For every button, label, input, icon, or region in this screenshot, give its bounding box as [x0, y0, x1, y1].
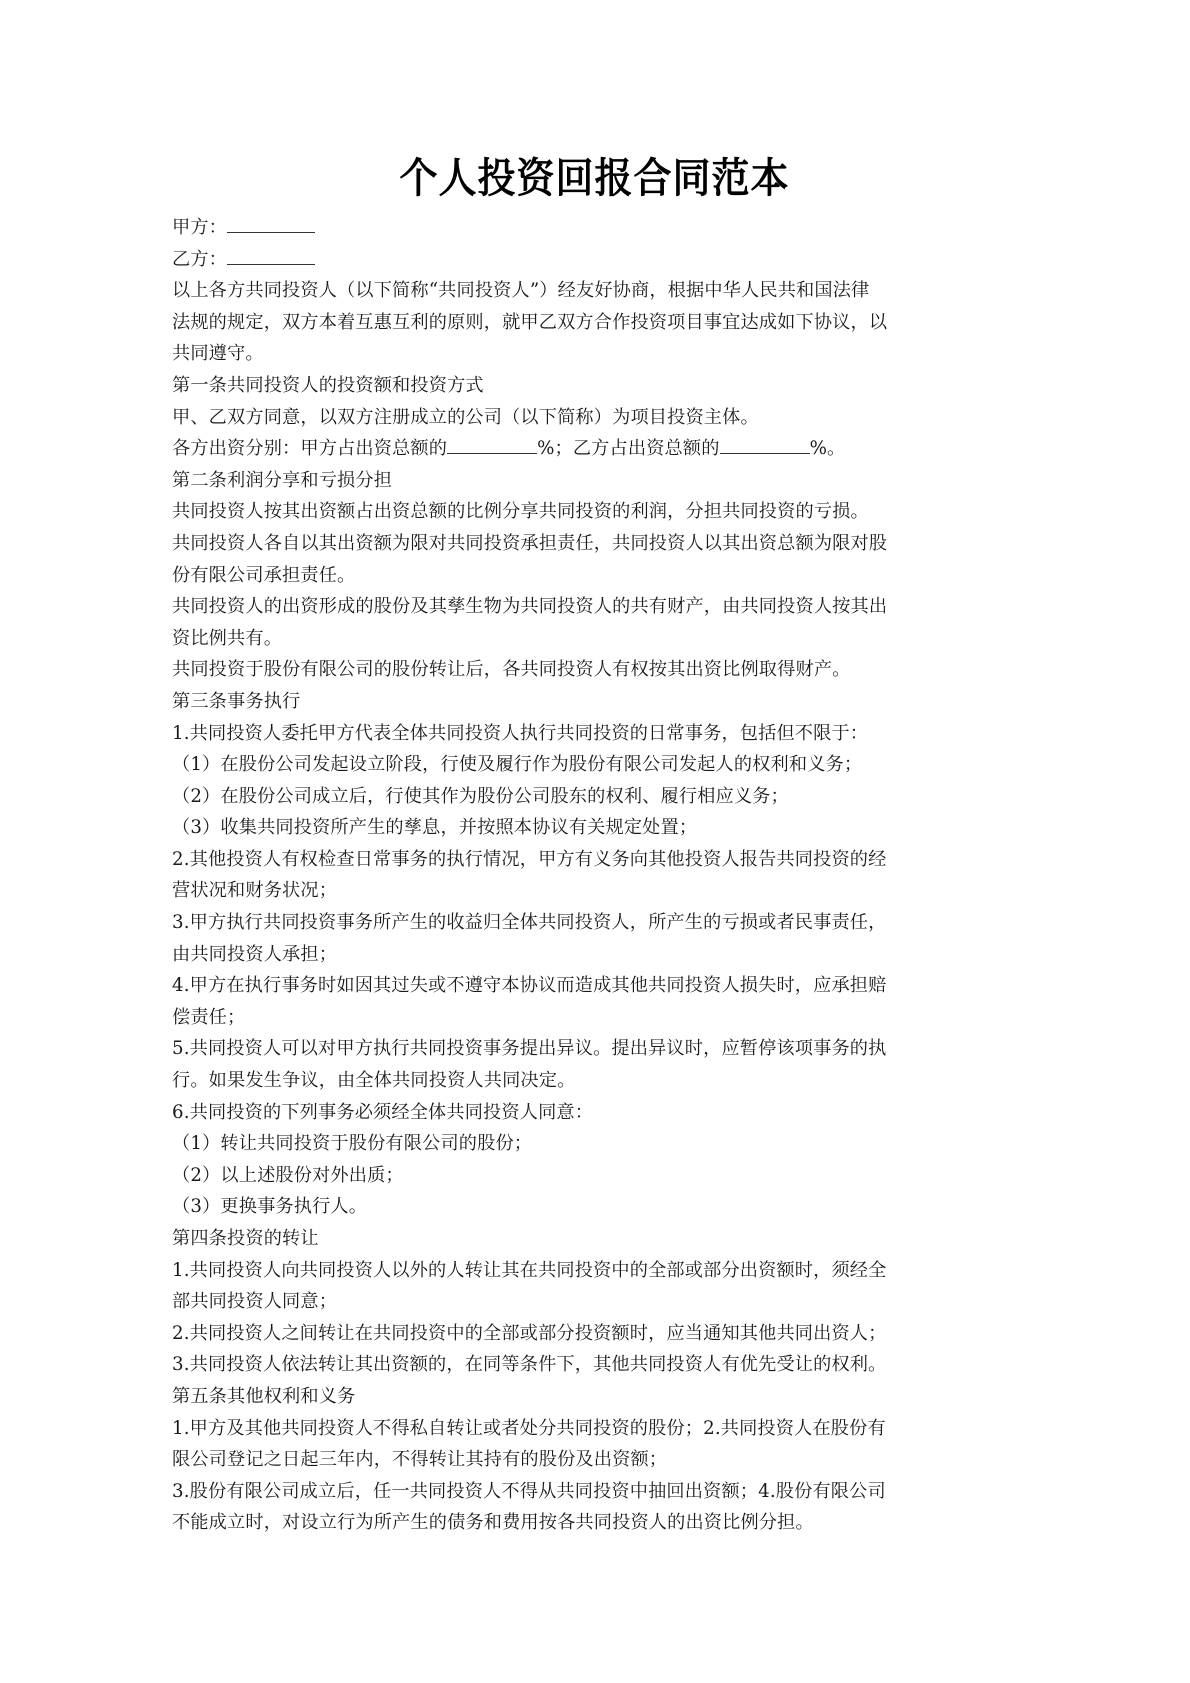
- body-line: 2.共同投资人之间转让在共同投资中的全部或部分投资额时，应当通知其他共同出资人；: [172, 1322, 887, 1344]
- article-2-heading: 第二条利润分享和亏损分担: [172, 469, 393, 491]
- contribution-prefix: 各方出资分别：甲方占出资总额的: [172, 438, 448, 460]
- body-line: 份有限公司承担责任。: [172, 564, 356, 586]
- body-line: 6.共同投资的下列事务必须经全体共同投资人同意：: [172, 1101, 594, 1123]
- body-line: 限公司登记之日起三年内，不得转让其持有的股份及出资额；: [172, 1449, 668, 1471]
- body-line: 部共同投资人同意；: [172, 1291, 338, 1313]
- article-1-heading: 第一条共同投资人的投资额和投资方式: [172, 374, 484, 396]
- party-a-blank: [227, 215, 315, 233]
- body-line: （1）转让共同投资于股份有限公司的股份；: [172, 1133, 533, 1155]
- body-line: 偿责任；: [172, 1006, 246, 1028]
- contribution-suffix: %。: [809, 438, 846, 460]
- body-line: 营状况和财务状况；: [172, 880, 338, 902]
- body-line: 3.共同投资人依法转让其出资额的，在同等条件下，其他共同投资人有优先受让的权利。: [172, 1354, 887, 1376]
- body-line: 共同投资人的出资形成的股份及其孳生物为共同投资人的共有财产，由共同投资人按其出: [172, 596, 888, 618]
- party-a-percent-blank: [447, 436, 537, 454]
- body-line: 4.甲方在执行事务时如因其过失或不遵守本协议而造成其他共同投资人损失时，应承担赔: [172, 975, 887, 997]
- body-line: （3）收集共同投资所产生的孳息，并按照本协议有关规定处置；: [172, 817, 698, 839]
- article-5-heading: 第五条其他权利和义务: [172, 1385, 356, 1407]
- body-line: 行。如果发生争议，由全体共同投资人共同决定。: [172, 1070, 576, 1092]
- body-line: 1.共同投资人委托甲方代表全体共同投资人执行共同投资的日常事务，包括但不限于：: [172, 722, 869, 744]
- body-line: 共同投资于股份有限公司的股份转让后，各共同投资人有权按其出资比例取得财产。: [172, 659, 851, 681]
- body-line: 2.其他投资人有权检查日常事务的执行情况，甲方有义务向其他投资人报告共同投资的经: [172, 848, 887, 870]
- party-b-percent-blank: [720, 436, 810, 454]
- party-b-blank: [227, 247, 315, 265]
- body-line: 3.甲方执行共同投资事务所产生的收益归全体共同投资人，所产生的亏损或者民事责任，: [172, 912, 887, 934]
- body-line: 法规的规定，双方本着互惠互利的原则，就甲乙双方合作投资项目事宜达成如下协议，以: [172, 311, 888, 333]
- body-line: 共同遵守。: [172, 343, 264, 365]
- party-a-line: [172, 212, 1017, 244]
- body-line: 资比例共有。: [172, 627, 283, 649]
- article-4-heading: 第四条投资的转让: [172, 1228, 319, 1249]
- body-line: 共同投资人各自以其出资额为限对共同投资承担责任，共同投资人以其出资总额为限对股: [172, 532, 888, 554]
- contribution-line: [172, 433, 1017, 465]
- party-b-label: 乙方：: [172, 248, 228, 270]
- party-b-line: [172, 244, 1017, 276]
- document-title: 个人投资回报合同范本: [399, 154, 790, 202]
- body-line: 共同投资人按其出资额占出资总额的比例分享共同投资的利润，分担共同投资的亏损。: [172, 501, 869, 523]
- contribution-middle: %；乙方占出资总额的: [537, 438, 720, 460]
- body-line: 甲、乙双方同意，以双方注册成立的公司（以下简称）为项目投资主体。: [172, 406, 759, 428]
- body-line: 由共同投资人承担；: [172, 943, 338, 965]
- body-line: 5.共同投资人可以对甲方执行共同投资事务提出异议。提出异议时，应暂停该项事务的执: [172, 1038, 887, 1060]
- body-line: （3）更换事务执行人。: [172, 1196, 368, 1218]
- body-line: 以上各方共同投资人（以下简称“共同投资人”）经友好协商，根据中华人民共和国法律: [172, 280, 870, 302]
- party-a-label: 甲方：: [172, 217, 228, 238]
- article-3-heading: 第三条事务执行: [172, 690, 301, 712]
- body-line: （1）在股份公司发起设立阶段，行使及履行作为股份有限公司发起人的权利和义务；: [172, 754, 863, 776]
- body-line: 3.股份有限公司成立后，任一共同投资人不得从共同投资中抽回出资额；4.股份有限公司: [172, 1480, 886, 1502]
- body-line: 1.甲方及其他共同投资人不得私自转让或者处分共同投资的股份；2.共同投资人在股份有: [172, 1417, 886, 1439]
- document-page: [172, 150, 1017, 1539]
- body-line: （2）以上述股份对外出质；: [172, 1164, 404, 1186]
- body-line: 1.共同投资人向共同投资人以外的人转让其在共同投资中的全部或部分出资额时，须经全: [172, 1259, 887, 1281]
- body-line: （2）在股份公司成立后，行使其作为股份公司股东的权利、履行相应义务；: [172, 785, 789, 807]
- body-line: 不能成立时，对设立行为所产生的债务和费用按各共同投资人的出资比例分担。: [172, 1512, 814, 1534]
